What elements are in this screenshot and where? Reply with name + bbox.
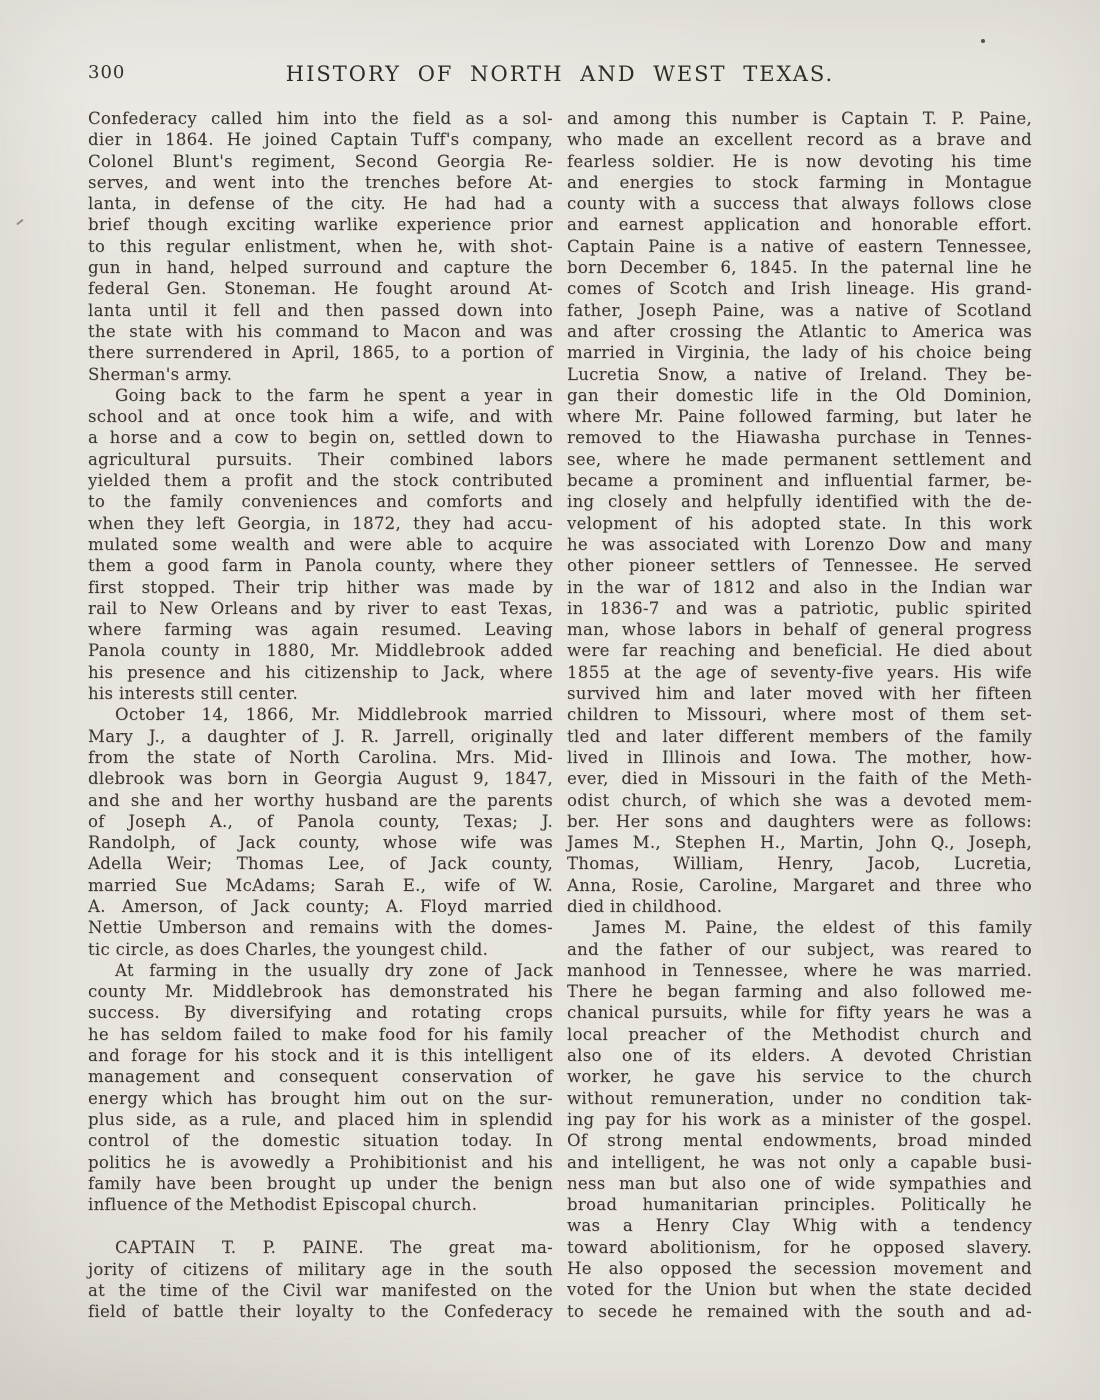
text-line: removed to the Hiawasha purchase in Tennes- (567, 428, 1032, 448)
text-line: control of the domestic situation today. In (88, 1131, 553, 1151)
text-line: manhood in Tennessee, where he was married. (567, 960, 1032, 980)
text-line: gun in hand, helped surround and capture the (88, 258, 553, 278)
text-line: man, whose labors in behalf of general progress (567, 620, 1032, 640)
text-line: to secede he remained with the south and ad- (567, 1301, 1032, 1321)
text-line: gan their domestic life in the Old Dominion, (567, 385, 1032, 405)
text-line: at the time of the Civil war manifested on the (88, 1281, 553, 1301)
text-line: who made an excellent record as a brave and (567, 130, 1032, 150)
text-line: plus side, as a rule, and placed him in splendid (88, 1109, 553, 1129)
text-line: comes of Scotch and Irish lineage. His grand- (567, 279, 1032, 299)
text-line: influence of the Methodist Episcopal church. (88, 1195, 478, 1215)
text-line: also one of its elders. A devoted Christian (567, 1046, 1032, 1066)
text-line: when they left Georgia, in 1872, they had accu- (88, 513, 553, 533)
scan-dash-artifact (16, 219, 24, 226)
text-line: without remuneration, under no condition tak- (567, 1088, 1032, 1108)
text-line: the state with his command to Macon and was (88, 321, 553, 341)
text-line: brief though exciting warlike experience prior (88, 215, 553, 235)
text-line: and after crossing the Atlantic to America was (567, 321, 1032, 341)
text-line: Anna, Rosie, Caroline, Margaret and three who (567, 875, 1032, 895)
text-line: was a Henry Clay Whig with a tendency (567, 1216, 1032, 1236)
text-line: in the war of 1812 and also in the Indian war (567, 577, 1032, 597)
text-line: Panola county in 1880, Mr. Middlebrook added (88, 641, 553, 661)
text-line: born December 6, 1845. In the paternal line he (567, 258, 1032, 278)
text-line: dier in 1864. He joined Captain Tuff's company, (88, 130, 553, 150)
text-line: family have been brought up under the benign (88, 1173, 553, 1193)
text-columns (88, 108, 1032, 1323)
left-column (88, 108, 553, 1323)
text-line: rail to New Orleans and by river to east Texas, (88, 598, 553, 618)
text-line: school and at once took him a wife, and with (88, 407, 553, 427)
text-line: first stopped. Their trip hither was made by (88, 577, 553, 597)
text-line: Nettie Umberson and remains with the domes- (88, 918, 553, 938)
text-line: and among this number is Captain T. P. Paine, (567, 109, 1032, 128)
right-column (567, 108, 1032, 1323)
text-line: there surrendered in April, 1865, to a portion of (88, 343, 553, 363)
text-line: lanta until it fell and then passed down into (88, 300, 553, 320)
text-line: them a good farm in Panola county, where they (88, 556, 553, 576)
paragraph (567, 108, 1032, 917)
text-line: Confederacy called him into the field as a sol- (88, 109, 553, 128)
text-line: Adella Weir; Thomas Lee, of Jack county, (88, 854, 553, 874)
text-line: James M., Stephen H., Martin, John Q., Joseph, (567, 833, 1032, 853)
text-line: Lucretia Snow, a native of Ireland. They be- (567, 364, 1032, 384)
text-line: to this regular enlistment, when he, with shot- (88, 236, 553, 256)
text-line: and intelligent, he was not only a capable busi- (567, 1152, 1032, 1172)
text-line: dlebrook was born in Georgia August 9, 1847, (88, 769, 553, 789)
text-line: October 14, 1866, Mr. Middlebrook married (115, 705, 553, 725)
text-line: broad humanitarian principles. Politically he (567, 1195, 1032, 1215)
section-start-paragraph (88, 1237, 553, 1322)
text-line: ness man but also one of wide sympathies and (567, 1173, 1032, 1193)
text-line: from the state of North Carolina. Mrs. Mid- (88, 747, 553, 767)
text-line: There he began farming and also followed me- (567, 982, 1032, 1002)
paragraph (88, 704, 553, 960)
text-line: 1855 at the age of seventy-five years. His wife (567, 662, 1032, 682)
text-line: chanical pursuits, while for fifty years he was a (567, 1003, 1032, 1023)
text-line: voted for the Union but when the state decided (567, 1280, 1032, 1300)
page-title: HISTORY OF NORTH AND WEST TEXAS. (285, 62, 835, 86)
text-line: county Mr. Middlebrook has demonstrated his (88, 982, 553, 1002)
text-line: agricultural pursuits. Their combined labors (88, 449, 553, 469)
text-line: A. Amerson, of Jack county; A. Floyd married (88, 896, 553, 916)
text-line: local preacher of the Methodist church and (567, 1024, 1032, 1044)
text-line: where Mr. Paine followed farming, but later he (567, 407, 1032, 427)
text-line: James M. Paine, the eldest of this family (594, 918, 1032, 938)
text-line: ber. Her sons and daughters were as follows: (567, 811, 1032, 831)
text-line: ing pay for his work as a minister of the gospel. (567, 1109, 1032, 1129)
text-line: tled and later different members of the family (567, 726, 1032, 746)
text-line: serves, and went into the trenches before At- (88, 172, 553, 192)
text-line: lanta, in defense of the city. He had had a (88, 194, 553, 214)
text-line: married Sue McAdams; Sarah E., wife of W. (88, 875, 553, 895)
text-line: success. By diversifying and rotating crops (88, 1003, 553, 1023)
text-line: jority of citizens of military age in the south (88, 1259, 553, 1279)
paragraph (88, 108, 553, 385)
text-line: federal Gen. Stoneman. He fought around At- (88, 279, 553, 299)
text-line: and the father of our subject, was reared to (567, 939, 1032, 959)
text-line: velopment of his adopted state. In this work (567, 513, 1032, 533)
text-line: were far reaching and beneficial. He died about (567, 641, 1032, 661)
text-line: survived him and later moved with her fifteen (567, 684, 1032, 704)
page-number: 300 (88, 62, 126, 83)
text-line: Captain Paine is a native of eastern Tennessee, (567, 236, 1032, 256)
text-line: yielded them a profit and the stock contributed (88, 471, 553, 491)
text-line: and energies to stock farming in Montague (567, 172, 1032, 192)
text-line: lived in Illinois and Iowa. The mother, how- (567, 747, 1032, 767)
text-line: mulated some wealth and were able to acquire (88, 534, 553, 554)
scan-dot-artifact (981, 39, 985, 43)
text-line: tic circle, as does Charles, the youngest child. (88, 939, 489, 959)
text-line: Sherman's army. (88, 364, 233, 384)
text-line: CAPTAIN T. P. PAINE. The great ma- (115, 1238, 553, 1258)
text-line: other pioneer settlers of Tennessee. He served (567, 556, 1032, 576)
text-line: he has seldom failed to make food for his family (88, 1024, 553, 1044)
text-line: of Joseph A., of Panola county, Texas; J. (88, 811, 553, 831)
text-line: ever, died in Missouri in the faith of the Meth- (567, 769, 1032, 789)
text-line: field of battle their loyalty to the Confederacy (88, 1302, 553, 1322)
page-header (88, 62, 1032, 86)
text-line: married in Virginia, the lady of his choice being (567, 343, 1032, 363)
text-line: toward abolitionism, for he opposed slavery. (567, 1237, 1032, 1257)
text-line: his presence and his citizenship to Jack, where (88, 662, 553, 682)
text-line: to the family conveniences and comforts and (88, 492, 553, 512)
text-line: where farming was again resumed. Leaving (88, 620, 553, 640)
text-line: Mary J., a daughter of J. R. Jarrell, originally (88, 726, 553, 746)
text-line: father, Joseph Paine, was a native of Scotland (567, 300, 1032, 320)
text-line: see, where he made permanent settlement and (567, 449, 1032, 469)
text-line: and earnest application and honorable effort. (567, 215, 1032, 235)
text-line: politics he is avowedly a Prohibitionist and his (88, 1152, 553, 1172)
text-line: Of strong mental endowments, broad minded (567, 1131, 1032, 1151)
paragraph (567, 917, 1032, 1322)
text-line: and forage for his stock and it is this intelligent (88, 1046, 553, 1066)
text-line: Thomas, William, Henry, Jacob, Lucretia, (567, 854, 1032, 874)
text-line: Randolph, of Jack county, whose wife was (88, 833, 553, 853)
text-line: energy which has brought him out on the sur- (88, 1088, 553, 1108)
text-line: became a prominent and influential farmer, be- (567, 471, 1032, 491)
text-line: his interests still center. (88, 684, 298, 704)
paragraph (88, 960, 553, 1216)
text-line: odist church, of which she was a devoted mem- (567, 790, 1032, 810)
text-line: county with a success that always follows close (567, 194, 1032, 214)
text-line: worker, he gave his service to the church (567, 1067, 1032, 1087)
text-line: He also opposed the secession movement and (567, 1259, 1032, 1279)
paragraph (88, 385, 553, 704)
text-line: in 1836-7 and was a patriotic, public spirited (567, 598, 1032, 618)
text-line: he was associated with Lorenzo Dow and many (567, 534, 1032, 554)
text-line: ing closely and helpfully identified with the de- (567, 492, 1032, 512)
text-line: fearless soldier. He is now devoting his time (567, 151, 1032, 171)
text-line: Colonel Blunt's regiment, Second Georgia Re- (88, 151, 553, 171)
text-line: died in childhood. (567, 896, 723, 916)
text-line: children to Missouri, where most of them set- (567, 705, 1032, 725)
text-line: At farming in the usually dry zone of Jack (115, 960, 553, 980)
text-line: and she and her worthy husband are the parents (88, 790, 553, 810)
text-line: management and consequent conservation of (88, 1067, 553, 1087)
text-line: a horse and a cow to begin on, settled down to (88, 428, 553, 448)
text-line: Going back to the farm he spent a year in (115, 385, 553, 405)
